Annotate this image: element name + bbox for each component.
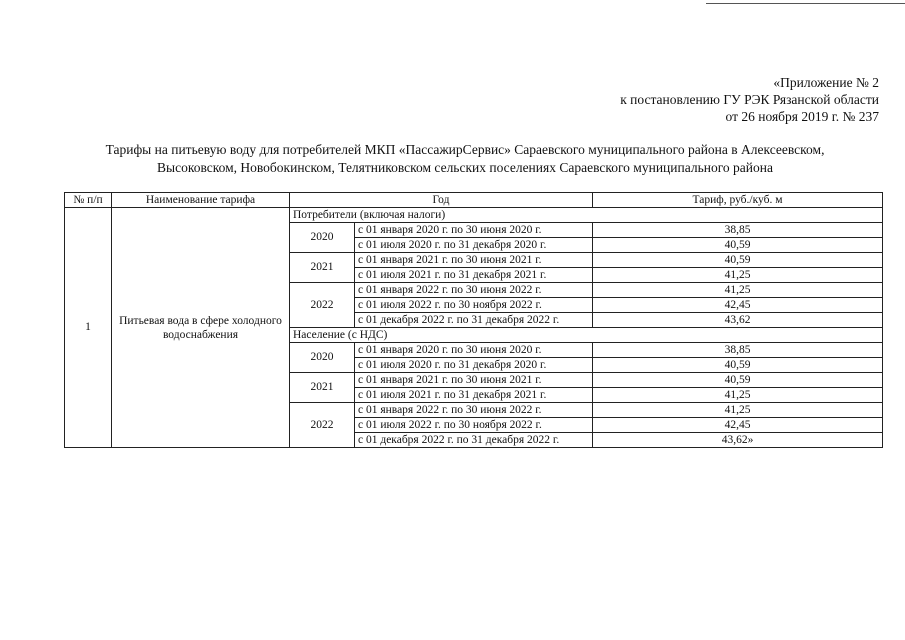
tariff-value-cell: 40,59 (593, 253, 883, 268)
appendix-line-2: к постановлению ГУ РЭК Рязанской области (620, 92, 879, 107)
period-cell: с 01 июля 2020 г. по 31 декабря 2020 г. (355, 238, 593, 253)
period-cell: с 01 июля 2020 г. по 31 декабря 2020 г. (355, 358, 593, 373)
period-cell: с 01 июля 2021 г. по 31 декабря 2021 г. (355, 388, 593, 403)
group-label: Потребители (включая налоги) (290, 208, 883, 223)
period-cell: с 01 января 2020 г. по 30 июня 2020 г. (355, 343, 593, 358)
title-line-2: Высоковском, Новобокинском, Телятниковском сельских поселениях Сараевского муниципального района (157, 160, 773, 175)
period-cell: с 01 июля 2022 г. по 30 ноября 2022 г. (355, 298, 593, 313)
header-num: № п/п (65, 193, 112, 208)
tariff-value-cell: 42,45 (593, 418, 883, 433)
tariff-value-cell: 41,25 (593, 403, 883, 418)
tariff-value-cell: 38,85 (593, 343, 883, 358)
appendix-note (620, 74, 879, 125)
year-cell: 2020 (290, 343, 355, 373)
group-label: Население (с НДС) (290, 328, 883, 343)
period-cell: с 01 июля 2022 г. по 30 ноября 2022 г. (355, 418, 593, 433)
row-number: 1 (65, 208, 112, 448)
period-cell: с 01 января 2021 г. по 30 июня 2021 г. (355, 373, 593, 388)
appendix-line-1: «Приложение № 2 (773, 75, 879, 90)
period-cell: с 01 января 2020 г. по 30 июня 2020 г. (355, 223, 593, 238)
tariff-value-cell: 41,25 (593, 388, 883, 403)
tariff-value-cell: 42,45 (593, 298, 883, 313)
period-cell: с 01 июля 2021 г. по 31 декабря 2021 г. (355, 268, 593, 283)
period-cell: с 01 января 2022 г. по 30 июня 2022 г. (355, 403, 593, 418)
document-title (40, 141, 890, 177)
tariff-value-cell: 41,25 (593, 283, 883, 298)
tariff-value-cell: 40,59 (593, 373, 883, 388)
header-name: Наименование тарифа (112, 193, 290, 208)
year-cell: 2021 (290, 253, 355, 283)
tariff-value-cell: 41,25 (593, 268, 883, 283)
table-header-row (65, 193, 883, 208)
tariff-name: Питьевая вода в сфере холодного водоснабжения (112, 208, 290, 448)
tariff-table-body (65, 208, 883, 448)
year-cell: 2020 (290, 223, 355, 253)
tariff-value-cell: 40,59 (593, 358, 883, 373)
title-line-1: Тарифы на питьевую воду для потребителей МКП «ПассажирСервис» Сараевского муниципального района в Алексеевском, (105, 142, 825, 157)
period-cell: с 01 января 2021 г. по 30 июня 2021 г. (355, 253, 593, 268)
year-cell: 2022 (290, 403, 355, 448)
header-year: Год (290, 193, 593, 208)
header-tariff: Тариф, руб./куб. м (593, 193, 883, 208)
tariff-value-cell: 38,85 (593, 223, 883, 238)
tariff-value-cell: 40,59 (593, 238, 883, 253)
year-cell: 2022 (290, 283, 355, 328)
top-edge-line (706, 3, 905, 4)
year-cell: 2021 (290, 373, 355, 403)
tariff-value-cell: 43,62 (593, 313, 883, 328)
period-cell: с 01 января 2022 г. по 30 июня 2022 г. (355, 283, 593, 298)
appendix-line-3: от 26 ноября 2019 г. № 237 (725, 109, 879, 124)
period-cell: с 01 декабря 2022 г. по 31 декабря 2022 г. (355, 433, 593, 448)
tariff-value-cell: 43,62» (593, 433, 883, 448)
period-cell: с 01 декабря 2022 г. по 31 декабря 2022 г. (355, 313, 593, 328)
group-label-row (65, 208, 883, 223)
tariff-table (64, 192, 883, 448)
